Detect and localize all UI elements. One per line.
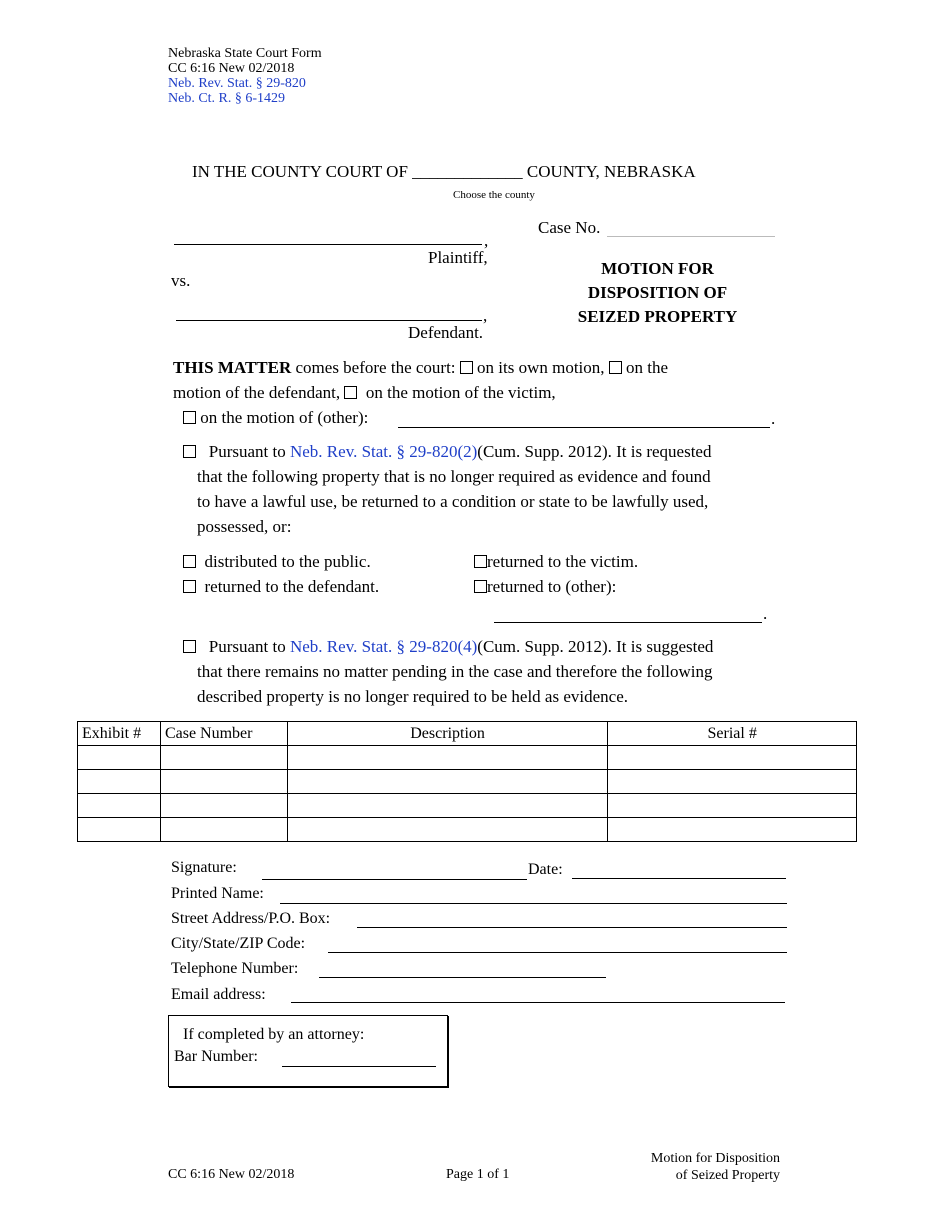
table-cell[interactable] xyxy=(608,818,857,842)
table-cell[interactable] xyxy=(160,770,287,794)
section2-statute-link[interactable]: Neb. Rev. Stat. § 29-820(4) xyxy=(289,637,478,656)
matter-line-1 xyxy=(173,358,668,378)
defendant-label: Defendant. xyxy=(408,323,484,342)
case-no-input[interactable] xyxy=(607,236,775,237)
col-exhibit: Exhibit # xyxy=(78,722,161,746)
col-serial: Serial # xyxy=(608,722,857,746)
victim-motion-label: on the motion of the victim, xyxy=(365,383,556,402)
exhibit-table xyxy=(77,721,857,842)
return-other-input[interactable] xyxy=(494,622,762,623)
section1-statute-link[interactable]: Neb. Rev. Stat. § 29-820(2) xyxy=(289,442,478,461)
county-select[interactable]: _____________ xyxy=(412,162,523,181)
defendant-input[interactable] xyxy=(176,320,482,321)
victim-motion-checkbox[interactable] xyxy=(344,386,357,399)
defendant-motion-checkbox[interactable] xyxy=(609,361,622,374)
footer-title xyxy=(600,1150,780,1184)
title-line-1: MOTION FOR xyxy=(601,259,714,278)
matter-line-3 xyxy=(183,408,368,428)
email-input[interactable] xyxy=(291,1002,785,1003)
table-cell[interactable] xyxy=(608,794,857,818)
table-row[interactable] xyxy=(78,770,857,794)
col-case-number: Case Number xyxy=(160,722,287,746)
section2-pursuant: Pursuant to xyxy=(208,637,286,656)
table-cell[interactable] xyxy=(608,770,857,794)
court-suffix: COUNTY, NEBRASKA xyxy=(526,162,696,181)
section2-line-3: described property is no longer required to be held as evidence. xyxy=(197,687,628,706)
county-hint: Choose the county xyxy=(453,189,535,201)
table-cell[interactable] xyxy=(160,818,287,842)
form-name: Nebraska State Court Form xyxy=(168,46,322,61)
bar-number-input[interactable] xyxy=(282,1066,436,1067)
table-cell[interactable] xyxy=(160,794,287,818)
date-input[interactable] xyxy=(572,878,786,879)
return-other-period: . xyxy=(763,604,768,623)
section2-line-2: that there remains no matter pending in the case and therefore the following xyxy=(197,662,713,681)
section1-line-4: possessed, or: xyxy=(197,517,292,536)
table-cell[interactable] xyxy=(78,818,161,842)
email-label: Email address: xyxy=(171,986,266,1003)
section2-checkbox[interactable] xyxy=(183,640,196,653)
street-input[interactable] xyxy=(357,927,787,928)
signature-label: Signature: xyxy=(171,859,237,876)
section2-rest: (Cum. Supp. 2012). It is suggested xyxy=(477,637,714,656)
table-cell[interactable] xyxy=(287,794,608,818)
other-motion-checkbox[interactable] xyxy=(183,411,196,424)
plaintiff-label: Plaintiff, xyxy=(428,248,488,267)
return-other-label: returned to (other): xyxy=(487,577,617,596)
table-cell[interactable] xyxy=(160,746,287,770)
table-cell[interactable] xyxy=(608,746,857,770)
table-cell[interactable] xyxy=(287,818,608,842)
phone-input[interactable] xyxy=(319,977,606,978)
city-label: City/State/ZIP Code: xyxy=(171,935,306,952)
title-line-2: DISPOSITION OF xyxy=(587,283,728,302)
printed-name-label: Printed Name: xyxy=(171,885,264,902)
other-motion-input[interactable] xyxy=(398,427,770,428)
return-other-checkbox[interactable] xyxy=(474,580,487,593)
statute-link[interactable]: Neb. Rev. Stat. § 29-820 xyxy=(168,76,306,91)
document-title xyxy=(535,257,780,329)
signature-input[interactable] xyxy=(262,879,527,880)
section1-rest: (Cum. Supp. 2012). It is requested xyxy=(477,442,712,461)
phone-label: Telephone Number: xyxy=(171,960,299,977)
date-label: Date: xyxy=(528,861,563,878)
section1-checkbox[interactable] xyxy=(183,445,196,458)
table-cell[interactable] xyxy=(78,746,161,770)
return-victim-label: returned to the victim. xyxy=(487,552,639,571)
section2-line-1 xyxy=(183,637,713,657)
public-checkbox[interactable] xyxy=(183,555,196,568)
return-victim-checkbox[interactable] xyxy=(474,555,487,568)
rule-link[interactable]: Neb. Ct. R. § 6-1429 xyxy=(168,91,286,106)
plaintiff-comma: , xyxy=(484,231,489,250)
section1-line-3: to have a lawful use, be returned to a condition or state to be lawfully used, xyxy=(197,492,709,511)
own-motion-label: on its own motion, xyxy=(477,358,605,377)
return-defendant-checkbox[interactable] xyxy=(183,580,196,593)
option-other xyxy=(474,577,616,597)
defendant-motion-label-b: motion of the defendant, xyxy=(173,383,341,402)
option-defendant xyxy=(183,577,379,597)
section1-pursuant: Pursuant to xyxy=(208,442,286,461)
own-motion-checkbox[interactable] xyxy=(460,361,473,374)
section1-line-1 xyxy=(183,442,711,462)
attorney-heading: If completed by an attorney: xyxy=(183,1026,365,1043)
table-row[interactable] xyxy=(78,746,857,770)
vs-label: vs. xyxy=(171,271,191,290)
matter-lead: THIS MATTER xyxy=(173,358,292,377)
court-prefix: IN THE COUNTY COURT OF xyxy=(192,162,408,181)
footer-page: Page 1 of 1 xyxy=(446,1167,510,1182)
court-caption xyxy=(192,162,696,182)
footer-title-line-1: Motion for Disposition xyxy=(650,1151,780,1166)
table-row[interactable] xyxy=(78,818,857,842)
case-no-label: Case No. xyxy=(538,218,601,237)
matter-line-2 xyxy=(173,383,556,403)
option-victim xyxy=(474,552,638,572)
printed-name-input[interactable] xyxy=(280,903,787,904)
plaintiff-input[interactable] xyxy=(174,244,482,245)
table-cell[interactable] xyxy=(287,746,608,770)
table-cell[interactable] xyxy=(78,794,161,818)
other-motion-period: . xyxy=(771,409,776,428)
table-cell[interactable] xyxy=(78,770,161,794)
title-line-3: SEIZED PROPERTY xyxy=(577,307,738,326)
other-motion-label: on the motion of (other): xyxy=(200,408,369,427)
defendant-comma: , xyxy=(483,306,488,325)
matter-lead-rest: comes before the court: xyxy=(295,358,456,377)
city-input[interactable] xyxy=(328,952,787,953)
section1-line-2: that the following property that is no longer required as evidence and found xyxy=(197,467,711,486)
bar-number-label: Bar Number: xyxy=(174,1048,258,1065)
table-cell[interactable] xyxy=(287,770,608,794)
footer-title-line-2: of Seized Property xyxy=(675,1168,780,1183)
form-id: CC 6:16 New 02/2018 xyxy=(168,61,295,76)
table-header-row xyxy=(78,722,857,746)
option-public xyxy=(183,552,371,572)
street-label: Street Address/P.O. Box: xyxy=(171,910,331,927)
public-label: distributed to the public. xyxy=(204,552,371,571)
table-row[interactable] xyxy=(78,794,857,818)
footer-form-id: CC 6:16 New 02/2018 xyxy=(168,1167,295,1182)
defendant-motion-label-a: on the xyxy=(626,358,669,377)
return-defendant-label: returned to the defendant. xyxy=(204,577,380,596)
col-description: Description xyxy=(287,722,608,746)
